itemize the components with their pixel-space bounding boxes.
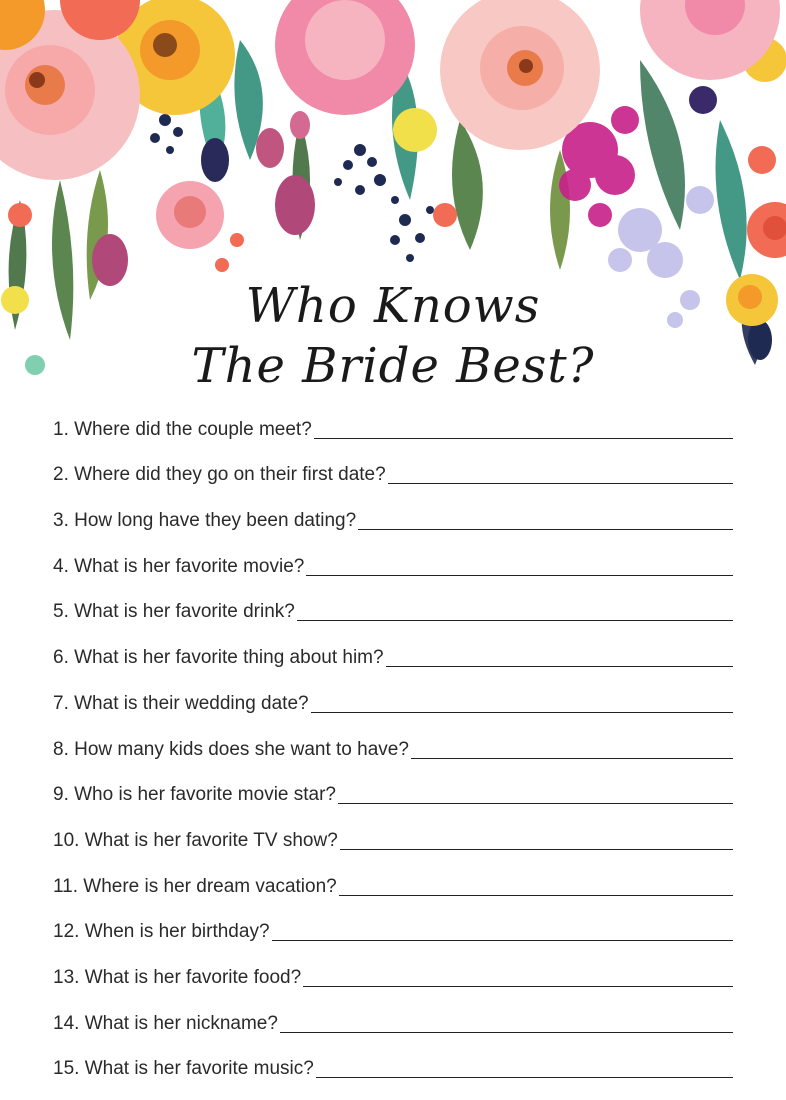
question-item (53, 488, 733, 534)
question-item (53, 900, 733, 946)
question-text: 10. What is her favorite TV show? (53, 829, 338, 851)
question-item (53, 534, 733, 580)
question-item (53, 397, 733, 443)
question-text: 13. What is her favorite food? (53, 966, 302, 988)
title-line-2: The Bride Best? (191, 338, 595, 394)
answer-line[interactable] (306, 574, 733, 576)
title-line-1: Who Knows (245, 278, 541, 334)
question-text: 5. What is her favorite drink? (53, 601, 295, 623)
answer-line[interactable] (314, 437, 733, 439)
question-text: 11. Where is her dream vacation? (53, 875, 337, 897)
answer-line[interactable] (388, 482, 733, 484)
question-text: 12. When is her birthday? (53, 921, 270, 943)
question-item (53, 808, 733, 854)
answer-line[interactable] (272, 939, 733, 941)
question-item (53, 991, 733, 1037)
question-text: 2. Where did they go on their first date? (53, 464, 386, 486)
question-text: 15. What is her favorite music? (53, 1058, 314, 1080)
answer-line[interactable] (311, 711, 733, 713)
page-title (0, 276, 786, 396)
answer-line[interactable] (340, 848, 733, 850)
answer-line[interactable] (386, 665, 733, 667)
question-text: 1. Where did the couple meet? (53, 418, 312, 440)
answer-line[interactable] (316, 1076, 733, 1078)
answer-line[interactable] (358, 528, 733, 530)
question-item (53, 945, 733, 991)
question-item (53, 671, 733, 717)
question-item (53, 854, 733, 900)
answer-line[interactable] (411, 757, 733, 759)
question-text: 6. What is her favorite thing about him? (53, 647, 384, 669)
answer-line[interactable] (280, 1031, 733, 1033)
question-text: 7. What is their wedding date? (53, 692, 309, 714)
question-item (53, 763, 733, 809)
question-list (53, 397, 733, 1082)
question-text: 8. How many kids does she want to have? (53, 738, 409, 760)
question-item (53, 580, 733, 626)
question-text: 3. How long have they been dating? (53, 510, 357, 532)
question-text: 9. Who is her favorite movie star? (53, 784, 336, 806)
answer-line[interactable] (297, 619, 733, 621)
question-text: 14. What is her nickname? (53, 1012, 278, 1034)
answer-line[interactable] (338, 802, 733, 804)
answer-line[interactable] (303, 985, 733, 987)
answer-line[interactable] (339, 894, 733, 896)
question-text: 4. What is her favorite movie? (53, 555, 305, 577)
question-item (53, 717, 733, 763)
question-item (53, 625, 733, 671)
question-item (53, 443, 733, 489)
question-item (53, 1037, 733, 1083)
